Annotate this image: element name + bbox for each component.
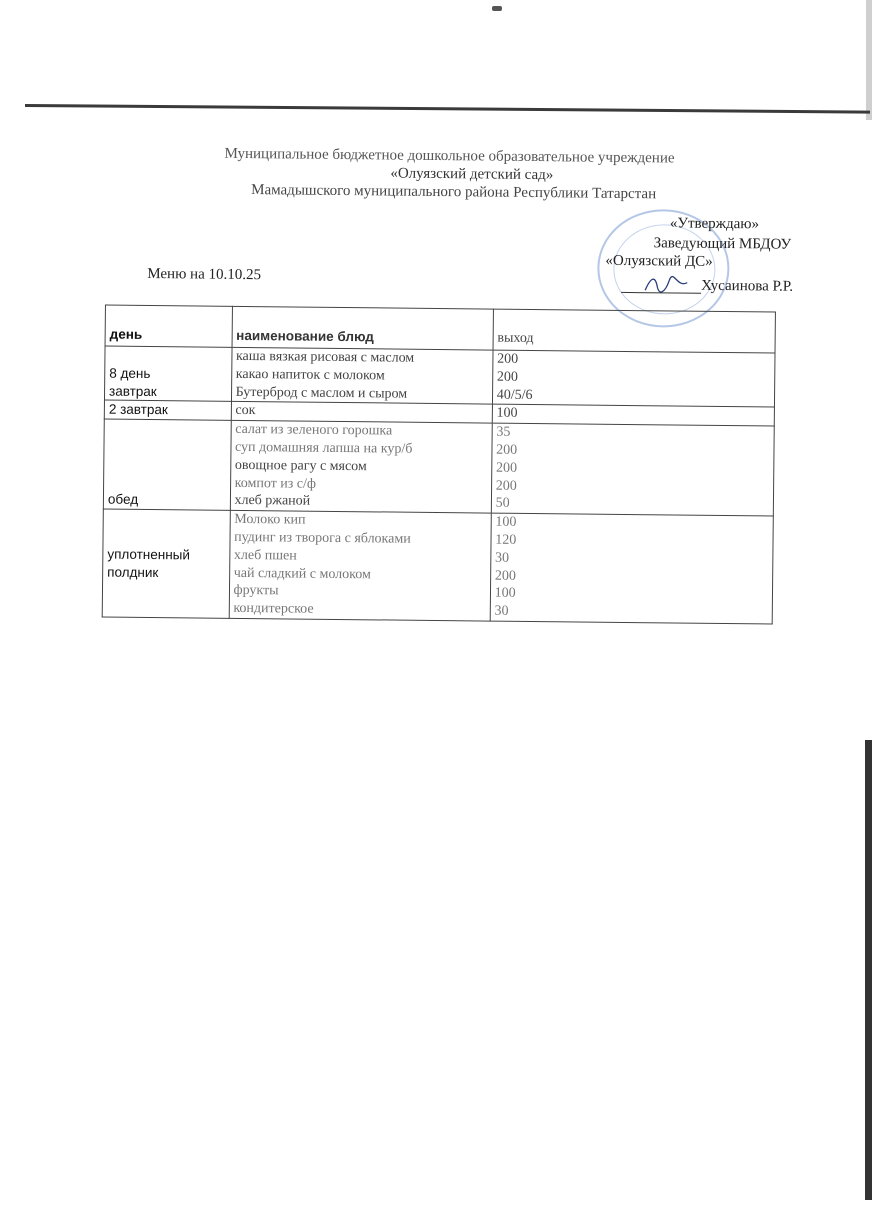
yield-cell (491, 423, 774, 516)
table-header-row (105, 305, 775, 353)
header-yield: выход (493, 309, 776, 353)
day-cell (104, 346, 231, 402)
yield-value: 50 (495, 496, 510, 512)
yield-value: 200 (494, 568, 516, 584)
dish-item: овощное рагу с мясом (234, 457, 367, 475)
day-label: 2 завтрак (108, 401, 168, 418)
dish-item: какао напиток с молоком (235, 366, 385, 384)
institution-name-line2: «Олуязский детский сад» (390, 165, 554, 184)
yield-value: 120 (495, 532, 517, 548)
dish-item: суп домашняя лапша на кур/б (234, 439, 413, 457)
yield-value: 100 (495, 514, 517, 531)
day-label: полдник (107, 564, 159, 580)
day-label: 8 день (109, 365, 151, 381)
yield-cell (490, 513, 773, 624)
dish-item: фрукты (233, 583, 279, 599)
dish-item: сок (235, 403, 256, 419)
table-row (104, 346, 775, 407)
yield-value: 200 (496, 369, 519, 385)
yield-value: 30 (494, 603, 509, 619)
institution-name-line3: Мамадышского муниципального района Республики Татарстан (251, 182, 657, 203)
yield-cell (492, 350, 775, 407)
dish-cell (231, 347, 493, 404)
header-day: день (105, 305, 232, 347)
dish-item: каша вязкая рисовая с маслом (235, 348, 415, 366)
dish-item: Молоко кип (234, 512, 306, 528)
yield-value: 200 (497, 351, 519, 367)
dish-item: хлеб ржаной (234, 493, 311, 510)
yield-value: 100 (496, 406, 518, 422)
yield-value: 30 (494, 550, 510, 566)
menu-title: Меню на 10.10.25 (147, 265, 262, 284)
dish-item: хлеб пшен (233, 547, 297, 564)
day-label: уплотненный (107, 546, 191, 563)
approval-line3: «Олуязский ДС» (605, 252, 713, 270)
day-cell (103, 419, 230, 510)
dish-item: чай сладкий с молоком (233, 565, 371, 582)
yield-value: 35 (496, 424, 511, 440)
institution-name-line1: Муниципальное бюджетное дошкольное образовательное учреждение (224, 145, 675, 167)
dish-item: Бутерброд с маслом и сыром (235, 384, 408, 402)
dish-item: компот из с/ф (234, 475, 317, 492)
yield-value: 100 (494, 585, 516, 602)
day-cell (104, 400, 231, 420)
approval-line1: «Утверждаю» (669, 215, 760, 233)
table-row (102, 509, 773, 624)
approval-signatory: Хусаинова Р.Р. (701, 277, 794, 295)
dish-item: пудинг из творога с яблоками (234, 529, 411, 547)
dish-item: салат из зеленого горошка (235, 422, 393, 439)
dish-item: кондитерское (233, 601, 314, 617)
day-label: завтрак (109, 383, 157, 399)
day-cell (102, 509, 230, 618)
table-row (103, 419, 774, 516)
approval-line2: Заведующий МБДОУ (653, 235, 792, 253)
yield-value: 40/5/6 (496, 387, 533, 403)
yield-value: 200 (495, 460, 518, 476)
dish-cell (229, 511, 491, 622)
menu-table (102, 305, 776, 625)
header-dish: наименование блюд (232, 306, 494, 350)
yield-value: 200 (495, 478, 517, 494)
dish-cell (230, 421, 492, 514)
yield-value: 200 (496, 442, 518, 458)
day-label: обед (107, 491, 139, 508)
